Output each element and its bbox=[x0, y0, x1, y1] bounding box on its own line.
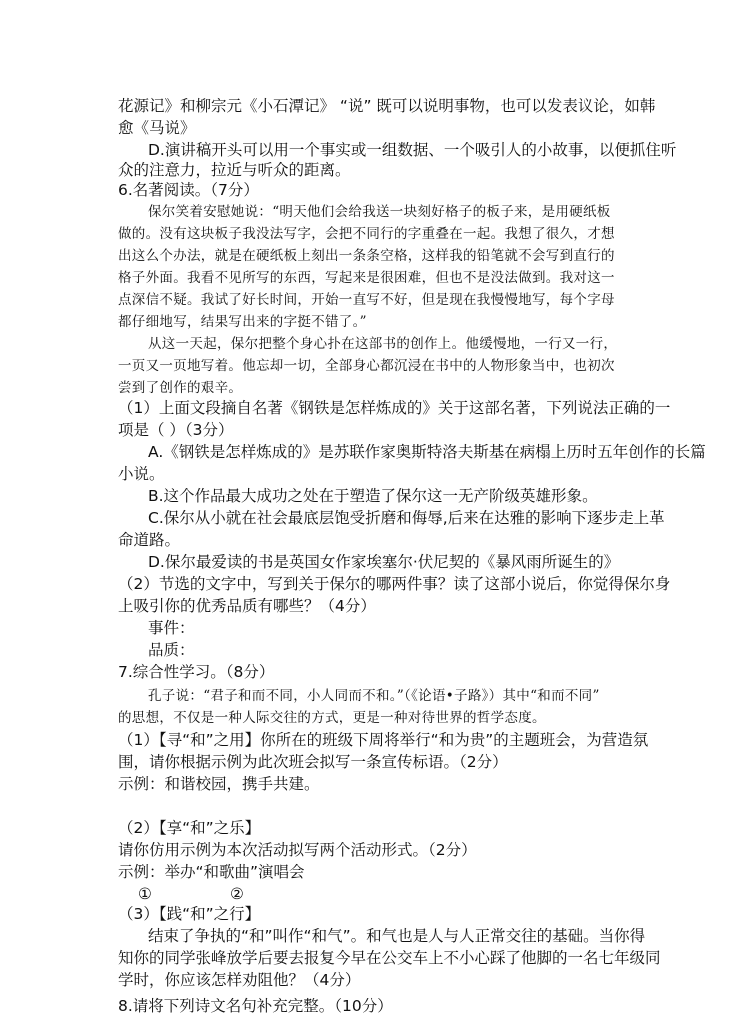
text-line: 命道路。 bbox=[118, 531, 181, 549]
text-line: 众的注意力，拉近与听众的距离。 bbox=[118, 161, 351, 179]
quote-line: 的思想，不仅是一种人际交往的方式，更是一种对待世界的哲学态度。 bbox=[118, 710, 546, 726]
text-line: 项是（ ）（3分） bbox=[118, 421, 234, 439]
text-line: 学时，你应该怎样劝阻他？（4分） bbox=[118, 971, 361, 989]
text-line: 知你的同学张峰放学后要去报复今早在公交车上不小心踩了他脚的一名七年级同 bbox=[118, 949, 661, 967]
sub-question-1: （1）【寻“和”之用】你所在的班级下周将举行“和为贵”的主题班会，为营造氛 bbox=[118, 731, 649, 749]
answer-label-event: 事件： bbox=[148, 619, 195, 637]
example-line: 示例：举办“和歌曲”演唱会 bbox=[118, 863, 305, 881]
answer-label-quality: 品质： bbox=[148, 641, 195, 659]
excerpt-line: 点深信不疑。我试了好长时间，开始一直写不好，但是现在我慢慢地写，每个字母 bbox=[118, 292, 615, 308]
sub-question-2: （2）节选的文字中，写到关于保尔的哪两件事？读了这部小说后，你觉得保尔身 bbox=[118, 575, 671, 593]
excerpt-line: 格子外面。我看不见所写的东西，写起来是很困难，但也不是没法做到。我对这一 bbox=[118, 270, 615, 286]
option-c: C.保尔从小就在社会最底层饱受折磨和侮辱,后来在达雅的影响下逐步走上革 bbox=[148, 509, 665, 527]
question-6-heading: 6.名著阅读。（7分） bbox=[118, 181, 259, 199]
excerpt-line: 从这一天起，保尔把整个身心扑在这部书的创作上。他缓慢地，一行又一行， bbox=[148, 336, 618, 352]
text-line: 结束了争执的“和”叫作“和气”。和气也是人与人正常交往的基础。当你得 bbox=[148, 927, 646, 945]
answer-slot-2: ② bbox=[230, 885, 244, 903]
text-line: 愈《马说》 bbox=[118, 119, 196, 137]
answer-slot-1: ① bbox=[138, 885, 152, 903]
excerpt-line: 一页又一页地写着。他忘却一切，全部身心都沉浸在书中的人物形象当中，也初次 bbox=[118, 358, 615, 374]
example-line: 示例：和谐校园，携手共建。 bbox=[118, 775, 320, 793]
option-d-line: D.演讲稿开头可以用一个事实或一组数据、一个吸引人的小故事，以便抓住听 bbox=[148, 141, 677, 159]
option-d: D.保尔最爱读的书是英国女作家埃塞尔·伏尼契的《暴风雨所诞生的》 bbox=[148, 553, 620, 571]
text-line: 上吸引你的优秀品质有哪些？（4分） bbox=[118, 597, 376, 615]
question-8-heading: 8.请将下列诗文名句补充完整。（10分） bbox=[118, 997, 393, 1015]
option-b: B.这个作品最大成功之处在于塑造了保尔这一无产阶级英雄形象。 bbox=[148, 487, 598, 505]
excerpt-line: 都仔细地写，结果写出来的字挺不错了。” bbox=[118, 314, 367, 330]
sub-question-2: （2）【享“和”之乐】 bbox=[118, 819, 261, 837]
text-line: 请你仿用示例为本次活动拟写两个活动形式。（2分） bbox=[118, 841, 477, 859]
question-7-heading: 7.综合性学习。（8分） bbox=[118, 663, 275, 681]
text-line: 小说。 bbox=[118, 465, 165, 483]
text-line: 花源记》和柳宗元《小石潭记》 “说” 既可以说明事物，也可以发表议论，如韩 bbox=[118, 97, 656, 115]
excerpt-line: 做的。没有这块板子我没法写字，会把不同行的字重叠在一起。我想了很久，才想 bbox=[118, 226, 615, 242]
sub-question-3: （3）【践“和”之行】 bbox=[118, 905, 261, 923]
excerpt-line: 保尔笑着安慰她说：“明天他们会给我送一块刻好格子的板子来，是用硬纸板 bbox=[148, 204, 611, 220]
sub-question-1: （1）上面文段摘自名著《钢铁是怎样炼成的》关于这部名著，下列说法正确的一 bbox=[118, 399, 671, 417]
excerpt-line: 出这么个办法，就是在硬纸板上刻出一条条空格，这样我的铅笔就不会写到直行的 bbox=[118, 248, 615, 264]
text-line: 围，请你根据示例为此次班会拟写一条宣传标语。（2分） bbox=[118, 753, 508, 771]
quote-line: 孔子说：“君子和而不同，小人同而不和。”（《论语•子路》）其中“和而不同” bbox=[148, 688, 600, 704]
option-a: A.《钢铁是怎样炼成的》是苏联作家奥斯特洛夫斯基在病榻上历时五年创作的长篇 bbox=[148, 443, 706, 461]
excerpt-line: 尝到了创作的艰辛。 bbox=[118, 380, 243, 396]
